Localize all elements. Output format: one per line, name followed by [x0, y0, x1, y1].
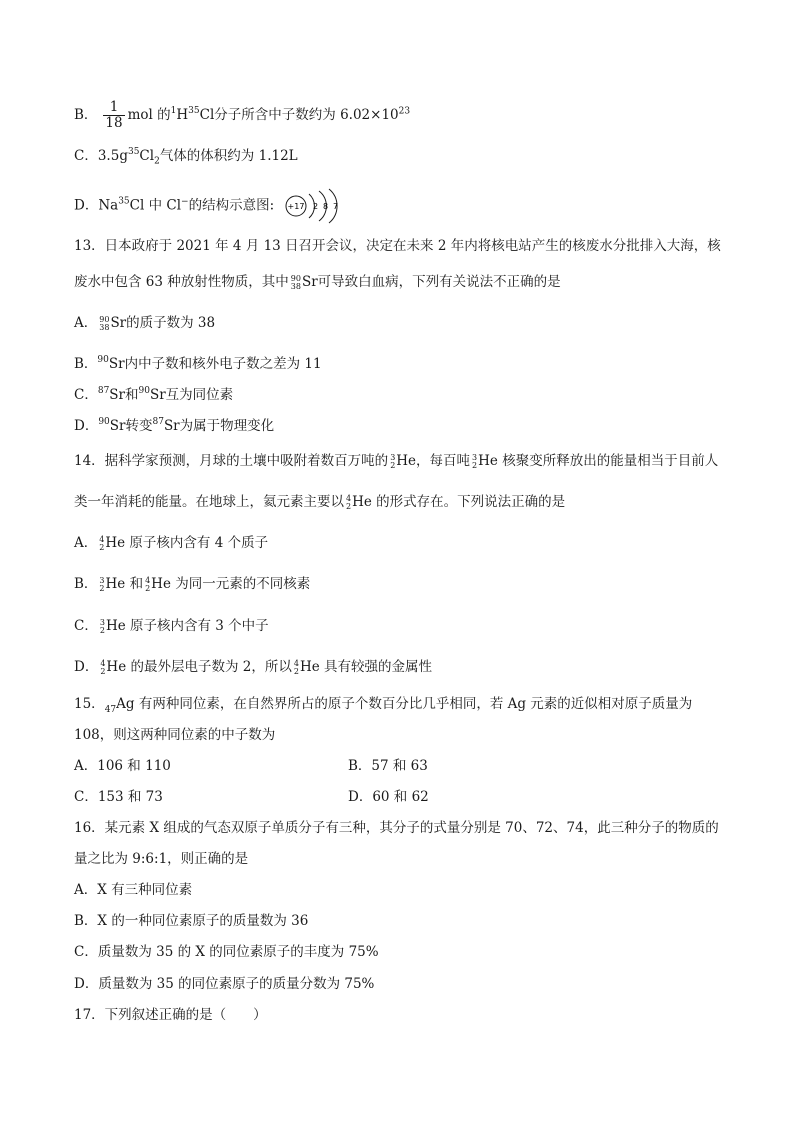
q12-option-c: C．$3.5g^{35}Cl_2$气体的体积约为 1.12L — [74, 147, 298, 167]
atom-structure-diagram — [282, 188, 342, 224]
q13-option-d: D．$^{90}$Sr转变$^{87}$Sr为属于物理变化 — [74, 417, 275, 434]
q16-option-c: C．质量数为 35 的 X 的同位素原子的丰度为 75% — [74, 944, 379, 960]
q16-option-b: B．X 的一种同位素原子的质量数为 36 — [74, 913, 309, 929]
svg-text:+17: +17 — [288, 202, 305, 211]
q14-stem-line-2: 类一年消耗的能量。在地球上，氦元素主要以 4 2 He 的形式存在。下列说法正确的是 — [74, 493, 566, 511]
q13-option-b: B．$^{90}$Sr内中子数和核外电子数之差为 11 — [74, 355, 322, 372]
q15-stem-line-1: 15．$_{47}$Ag 有两种同位素，在自然界所占的原子个数百分比几乎相同，若 Ag 元素的近似相对原子质量为 — [74, 696, 693, 715]
q13-stem-line-2: 废水中包含 63 种放射性物质，其中 90 38 Sr可导致白血病，下列有关说法不正确的是 — [74, 273, 561, 291]
option-label: B． — [74, 107, 98, 123]
q15-option-a: A．106 和 110 — [74, 758, 171, 774]
q16-option-d: D．质量数为 35 的同位素原子的质量分数为 75% — [74, 976, 375, 992]
q13-option-c: C．$^{87}$Sr和$^{90}$Sr互为同位素 — [74, 386, 234, 403]
isotope-notation: 90 38 — [290, 273, 301, 291]
q12-option-b: B． $\frac{1}{18}$ mol 的$^1H^{35}Cl$分子所含中子数约为 $6.02\times 10^{23}$ — [74, 99, 411, 131]
q14-option-d: D． 4 2 He 的最外层电子数为 2，所以 4 2 He 具有较强的金属性 — [74, 658, 433, 676]
q17-stem-line-1: 17．下列叙述正确的是（ ） — [74, 1007, 267, 1023]
q14-option-c: C． 3 2 He 原子核内含有 3 个中子 — [74, 617, 269, 635]
q14-option-b: B． 3 2 He 和 4 2 He 为同一元素的不同核素 — [74, 575, 311, 593]
q15-option-c: C．153 和 73 — [74, 789, 163, 805]
q16-option-a: A．X 有三种同位素 — [74, 882, 193, 898]
q14-stem-line-1: 14．据科学家预测，月球的土壤中吸附着数百万吨的 3 2 He，每百吨 3 2 He 核聚变所释放出的能量相当于目前人 — [74, 452, 719, 470]
q13-stem-line-1: 13．日本政府于 2021 年 4 月 13 日召开会议，决定在未来 2 年内将核电站产生的核废水分批排入大海，核 — [74, 238, 721, 254]
svg-text:2: 2 — [313, 202, 319, 211]
svg-text:7: 7 — [333, 202, 339, 211]
q13-option-a: A． 90 38 Sr的质子数为 38 — [74, 314, 216, 332]
q15-option-b: B．57 和 63 — [348, 758, 428, 774]
q16-stem-line-2: 量之比为 9:6:1，则正确的是 — [74, 851, 249, 867]
q14-option-a: A． 4 2 He 原子核内含有 4 个质子 — [74, 534, 269, 552]
q12-option-d: D．Na$^{35}$Cl 中 Cl−的结构示意图: +17 2 8 7 — [74, 188, 342, 224]
fraction: $\frac{1}{18}$ — [105, 99, 123, 131]
q15-option-d: D．60 和 62 — [348, 789, 429, 805]
svg-text:8: 8 — [323, 202, 329, 211]
q15-stem-line-2: 108，则这两种同位素的中子数为 — [74, 727, 276, 743]
q16-stem-line-1: 16．某元素 X 组成的气态双原子单质分子有三种，其分子的式量分别是 70、72、74，此三种分子的物质的 — [74, 820, 719, 836]
